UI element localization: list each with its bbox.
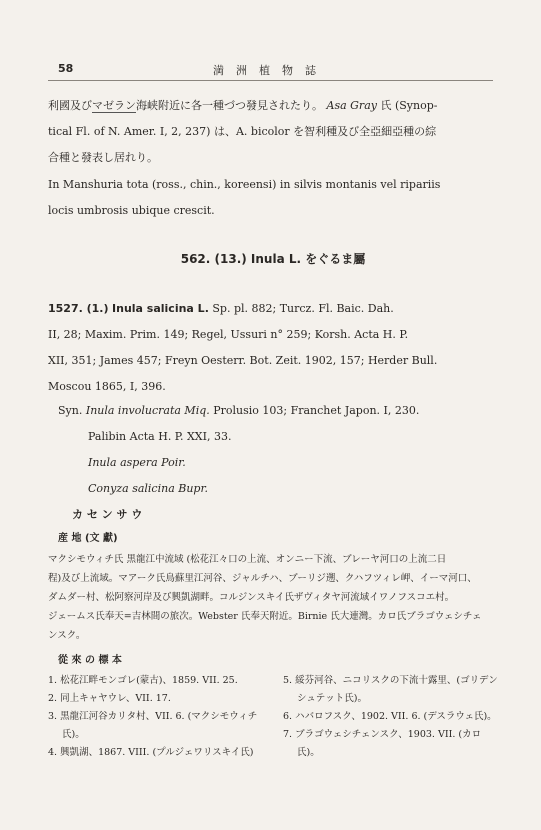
intro-text: 氏 (Synop- bbox=[376, 99, 438, 112]
place-name: マゼラン bbox=[92, 99, 136, 112]
specimen-column-left bbox=[48, 672, 263, 762]
specimen-item: 1. 松花江畔モンゴレ(蒙古)、1859. VII. 25. bbox=[48, 675, 238, 686]
vernacular: カ セ ン サ ウ bbox=[72, 508, 143, 521]
synonym-name: Inula aspera Poir. bbox=[88, 456, 186, 469]
intro-line: tical Fl. of N. Amer. I, 2, 237) は、A. bicolor を智利種及び全亞細亞種の綜 bbox=[48, 125, 437, 138]
running-title: 満洲植物誌 bbox=[213, 64, 328, 77]
species-ref: Sp. pl. 882; Turcz. Fl. Baic. Dah. bbox=[212, 302, 394, 315]
species-ref: Moscou 1865, I, 396. bbox=[48, 380, 166, 393]
synonym-line bbox=[48, 398, 498, 424]
literature-line: 程)及び上流域。マアーク氏鳥蘇里江河谷、ジャルチハ、ブーリジ遡、クハフツィレ岬、イーマ河口、 bbox=[48, 573, 477, 584]
running-header bbox=[48, 62, 493, 81]
author-name: Asa Gray bbox=[326, 99, 377, 112]
specimen-item: 6. ハバロフスク、1902. VII. 6. (デスラウェ氏)。 bbox=[283, 711, 497, 722]
specimen-column-right bbox=[283, 672, 498, 762]
literature-heading: 産 地 (文 獻) bbox=[58, 533, 118, 544]
literature-section bbox=[48, 528, 500, 645]
species-number: 1527. (1.) bbox=[48, 302, 109, 315]
specimen-item: 4. 興凱湖、1867. VIII. (プルジェワリスキイ氏) bbox=[48, 747, 254, 758]
intro-text: 利國及び bbox=[48, 99, 92, 112]
intro-paragraph bbox=[48, 93, 498, 171]
intro-line: 合種と發表し居れり。 bbox=[48, 151, 158, 164]
page-number: 58 bbox=[58, 62, 74, 75]
literature-line: ジェームス氏奉天=吉林間の旅次。Webster 氏奉天附近。Birnie 氏大連灣。カロ氏ブラゴウェシチェ bbox=[48, 611, 482, 622]
latin-line: In Manshuria tota (ross., chin., koreensi) in silvis montanis vel ripariis bbox=[48, 178, 441, 191]
specimen-item: 5. 綏芬河谷、ニコリスクの下流十露里、(ゴリデンシュテット氏)。 bbox=[283, 675, 498, 704]
synonym-name: Inula involucrata Miq. bbox=[85, 404, 210, 417]
vernacular-name bbox=[48, 502, 498, 528]
specimens-section bbox=[48, 650, 498, 762]
species-ref: XII, 351; James 457; Freyn Oesterr. Bot. Zeit. 1902, 157; Herder Bull. bbox=[48, 354, 438, 367]
intro-text: 海峡附近に各一種づつ發見されたり。 bbox=[136, 99, 323, 112]
genus-heading: 562. (13.) Inula L. をぐるま屬 bbox=[180, 252, 366, 266]
specimen-columns bbox=[48, 672, 498, 762]
latin-line: locis umbrosis ubique crescit. bbox=[48, 204, 215, 217]
literature-line: ンスク。 bbox=[48, 630, 86, 641]
specimen-item: 2. 同上キャヤウレ、VII. 17. bbox=[48, 693, 171, 704]
species-line bbox=[48, 296, 498, 322]
specimen-item: 3. 黒龍江河谷カリタ村、VII. 6. (マクシモウィチ氏)。 bbox=[48, 711, 258, 740]
synonym-ref: Prolusio 103; Franchet Japon. I, 230. bbox=[209, 404, 420, 417]
synonym-label: Syn. bbox=[58, 404, 83, 417]
specimen-item: 7. ブラゴウェシチェンスク、1903. VII. (カロ氏)。 bbox=[283, 729, 482, 758]
literature-line: マクシモウィチ氏 黒龍江中流域 (松花江々口の上流、オンニー下流、ブレーヤ河口の上流二日 bbox=[48, 554, 447, 565]
synonym-name: Conyza salicina Bupr. bbox=[88, 482, 209, 495]
synonym-ref: Palibin Acta H. P. XXI, 33. bbox=[88, 430, 232, 443]
species-name: Inula salicina L. bbox=[112, 302, 209, 315]
latin-habitat bbox=[48, 172, 498, 224]
specimens-heading: 從 來 の 標 本 bbox=[58, 655, 122, 666]
synonyms bbox=[48, 398, 498, 502]
species-entry bbox=[48, 296, 498, 400]
intro-line bbox=[48, 93, 498, 119]
literature-line: ダムダー村、松阿察河岸及び興凱湖畔。コルジンスキイ氏ザヴィタヤ河流域イワノフスコエ村。 bbox=[48, 592, 455, 603]
species-ref: II, 28; Maxim. Prim. 149; Regel, Ussuri n° 259; Korsh. Acta H. P. bbox=[48, 328, 409, 341]
